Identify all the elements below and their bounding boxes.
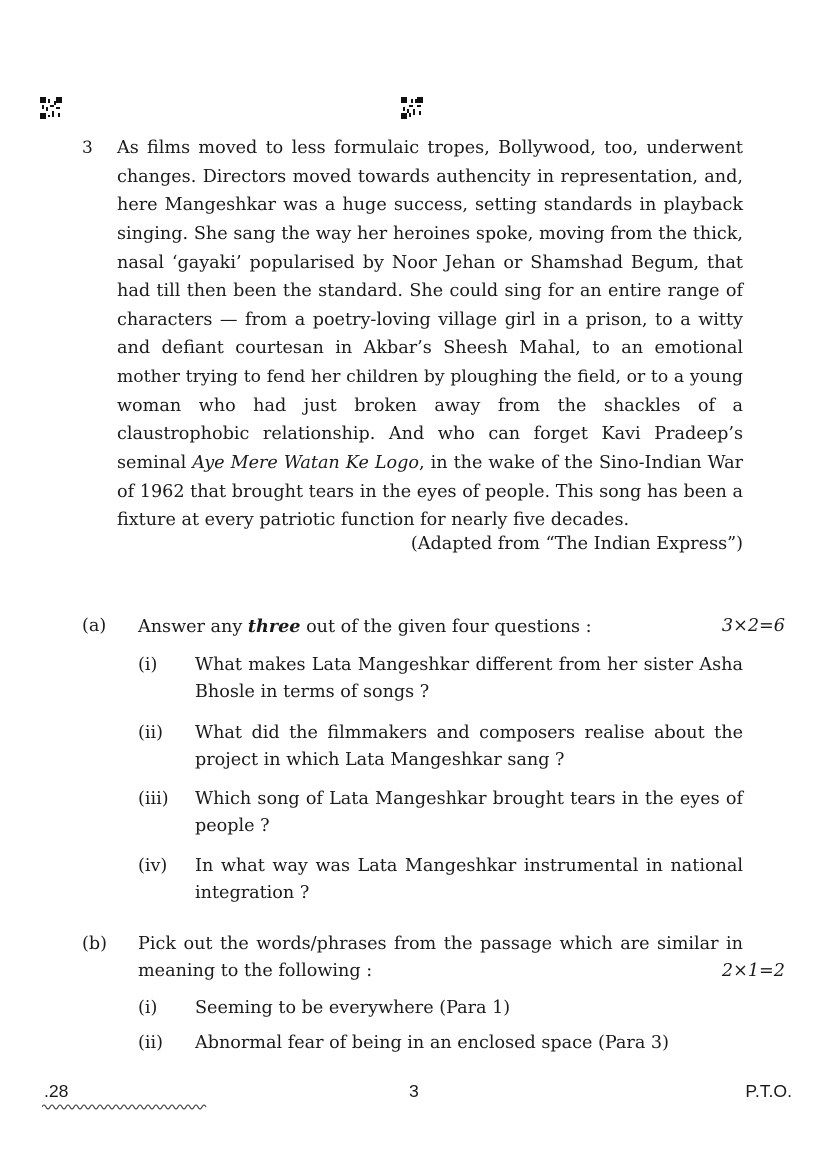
passage-line: had till then been the standard. She could sing for an entire range of [117,281,743,302]
sub-question-text [195,720,743,774]
sub-question-line: In what way was Lata Mangeshkar instrumental in national [195,856,743,876]
sub-question-label: (iii) [138,789,169,809]
question-b-label: (b) [82,934,107,954]
sub-question-line: integration ? [195,883,310,903]
question-b-instruction [138,931,743,985]
sub-question-text: Seeming to be everywhere (Para 1) [195,998,511,1018]
source-citation: (Adapted from “The Indian Express”) [410,534,743,554]
passage-line: changes. Directors moved towards authencity in representation, and, [117,166,743,187]
sub-question-text [195,786,743,840]
passage-line: here Mangeshkar was a huge success, setting standards in playback [117,195,743,216]
passage-line: As films moved to less formulaic tropes, Bollywood, too, underwent [117,138,743,158]
passage-line: singing. She sang the way her heroines spoke, moving from the thick, [117,223,743,244]
instruction-line: Pick out the words/phrases from the passage which are similar in [138,934,743,954]
qr-code-icon [401,97,423,119]
passage-line: fixture at every patriotic function for nearly five decades. [117,510,630,531]
question-a-marks: 3×2=6 [721,616,785,636]
sub-question-label: (i) [138,998,158,1018]
question-a-label: (a) [82,616,107,636]
sub-question-line: Bhosle in terms of songs ? [195,682,430,702]
question-b-marks: 2×1=2 [721,961,785,981]
passage-text: , in the wake of the Sino-Indian War [419,453,743,474]
passage-line: claustrophobic relationship. And who can forget Kavi Pradeep’s [117,424,743,445]
sub-question-text [195,853,743,907]
passage-line: nasal ‘gayaki’ popularised by Noor Jehan or Shamshad Begum, that [117,252,743,273]
passage-line: woman who had just broken away from the shackles of a [117,395,743,416]
paper-code: .28 [44,1081,69,1101]
sub-question-label: (iv) [138,856,168,876]
squiggle-line-icon [42,1103,208,1111]
sub-question-label: (ii) [138,723,163,743]
instruction-emphasis: three [247,616,301,637]
passage-line: of 1962 that brought tears in the eyes of people. This song has been a [117,481,743,502]
passage-line: characters — from a poetry-loving village girl in a prison, to a witty [117,309,743,330]
passage-paragraph [117,134,743,535]
sub-question-label: (i) [138,655,158,675]
sub-question-line: What makes Lata Mangeshkar different from her sister Asha [195,655,743,675]
instruction-text: out of the given four questions : [300,617,592,637]
sub-question-line: Which song of Lata Mangeshkar brought tears in the eyes of [195,789,743,809]
instruction-line: meaning to the following : [138,961,373,981]
sub-question-line: project in which Lata Mangeshkar sang ? [195,750,565,770]
sub-question-text: Abnormal fear of being in an enclosed space (Para 3) [195,1033,669,1053]
sub-question-line: What did the filmmakers and composers realise about the [195,723,743,743]
sub-question-line: people ? [195,816,270,836]
passage-line: and defiant courtesan in Akbar’s Sheesh Mahal, to an emotional [117,338,743,359]
instruction-text: Answer any [138,617,248,637]
qr-code-icon [40,97,62,119]
passage-text: seminal [117,453,193,474]
pto-label: P.T.O. [745,1081,792,1101]
sub-question-label: (ii) [138,1033,163,1053]
paragraph-number: 3 [82,138,93,158]
question-a-instruction [138,613,592,641]
sub-question-text [195,652,743,706]
song-title: Aye Mere Watan Ke Logo [192,453,420,474]
passage-line: mother trying to fend her children by ploughing the field, or to a young [117,367,743,388]
passage-line [117,449,743,478]
page-number: 3 [409,1081,419,1101]
